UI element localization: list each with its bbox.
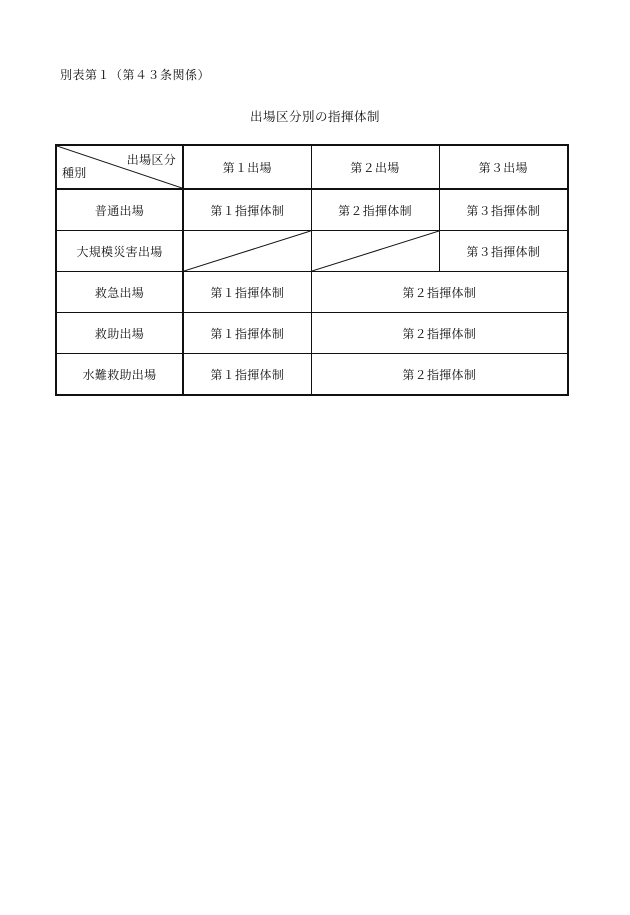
- column-header: 第１出場: [183, 145, 311, 189]
- row-label: 救急出場: [56, 272, 183, 313]
- table-row: [56, 354, 568, 396]
- column-header: 第３出場: [439, 145, 568, 189]
- table-row: [56, 231, 568, 272]
- table-cell: 第１指揮体制: [183, 272, 311, 313]
- table-cell-merged: 第２指揮体制: [311, 354, 568, 396]
- not-applicable-cell: [183, 231, 311, 272]
- diagonal-slash: [184, 231, 311, 271]
- not-applicable-cell: [311, 231, 439, 272]
- table-cell-merged: 第２指揮体制: [311, 272, 568, 313]
- table-title: 出場区分別の指揮体制: [249, 109, 380, 124]
- table-cell: 第３指揮体制: [439, 231, 568, 272]
- table-cell: 第１指揮体制: [183, 313, 311, 354]
- row-label: 救助出場: [56, 313, 183, 354]
- table-cell: 第１指揮体制: [183, 354, 311, 396]
- column-header: 第２出場: [311, 145, 439, 189]
- table-row: [56, 189, 568, 231]
- corner-cell: [56, 145, 183, 189]
- table-row: [56, 313, 568, 354]
- table-cell: 第３指揮体制: [439, 189, 568, 231]
- corner-column-label: 出場区分: [126, 153, 176, 167]
- table-header-row: [56, 145, 568, 189]
- row-label: 大規模災害出場: [56, 231, 183, 272]
- corner-row-label: 種別: [62, 166, 87, 180]
- table-cell: 第１指揮体制: [183, 189, 311, 231]
- diagonal-slash: [312, 231, 439, 271]
- table-row: [56, 272, 568, 313]
- table-cell-merged: 第２指揮体制: [311, 313, 568, 354]
- table-cell: 第２指揮体制: [311, 189, 439, 231]
- row-label: 普通出場: [56, 189, 183, 231]
- command-table: [55, 144, 569, 396]
- page-header: 別表第１（第４３条関係）: [60, 68, 211, 82]
- row-label: 水難救助出場: [56, 354, 183, 396]
